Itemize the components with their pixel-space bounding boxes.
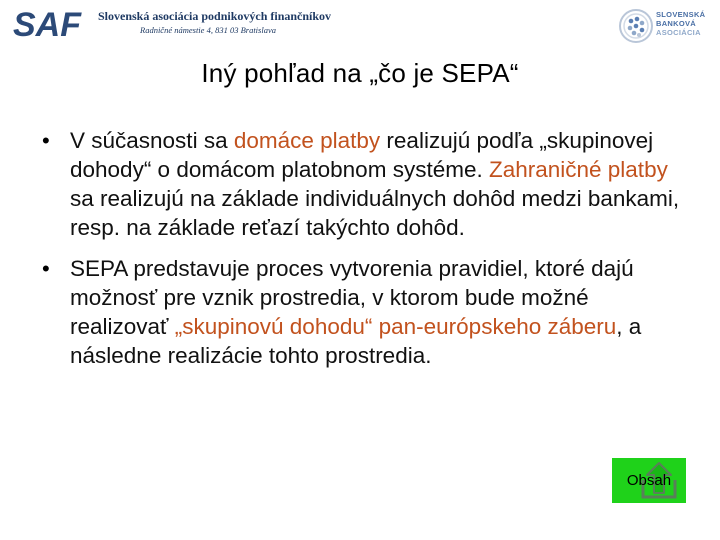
sba-logo <box>618 6 714 46</box>
bullet-dot: • <box>42 256 50 281</box>
sba-line-1: SLOVENSKÁ <box>656 10 706 19</box>
bullet-dot: • <box>42 128 50 153</box>
slide-content <box>40 126 680 382</box>
bullet-2-segment: SEPA predstavuje proces vytvorenia pravidiel, ktoré dajú možnosť pre vznik prostredia, v ktorom bude možné realizovať <box>70 256 634 339</box>
bullet-2-highlight-group-agreement: „skupinovú dohodu“ pan-európskeho záberu <box>174 314 617 339</box>
bullet-1-highlight-foreign: Zahraničné platby <box>488 157 668 182</box>
sba-dots-circle-icon <box>618 8 654 44</box>
bullet-1-segment: realizujú podľa „skupinovej dohody“ o domácom platobnom systéme. <box>70 128 654 182</box>
slide-title: Iný pohľad na „čo je SEPA“ <box>201 58 519 88</box>
bullet-text-2 <box>70 254 680 370</box>
sba-line-3: ASOCIÁCIA <box>656 28 701 37</box>
org-name: Slovenská asociácia podnikových finančníkov <box>98 9 332 23</box>
slide-header <box>0 0 720 48</box>
bullet-text-1 <box>70 126 680 242</box>
bullet-item-2 <box>40 254 680 370</box>
saf-logo <box>12 4 84 42</box>
org-address: Radničné námestie 4, 831 03 Bratislava <box>140 25 276 35</box>
bullet-2-segment: , a následne realizácie tohto prostredia. <box>70 314 642 368</box>
bullet-1-highlight-domestic: domáce platby <box>233 128 381 153</box>
contents-nav-button[interactable] <box>612 458 686 503</box>
sba-line-2: BANKOVÁ <box>656 19 697 28</box>
sba-logo-text <box>656 10 716 37</box>
saf-logo-text: SAF <box>13 6 81 42</box>
bullet-1-segment: sa realizujú na základe individuálnych dohôd medzi bankami, resp. na základe reťazí takýchto dohôd. <box>70 186 680 240</box>
contents-nav-label: Obsah <box>626 472 672 489</box>
bullet-item-1 <box>40 126 680 242</box>
bullet-1-segment: V súčasnosti sa <box>70 128 234 153</box>
